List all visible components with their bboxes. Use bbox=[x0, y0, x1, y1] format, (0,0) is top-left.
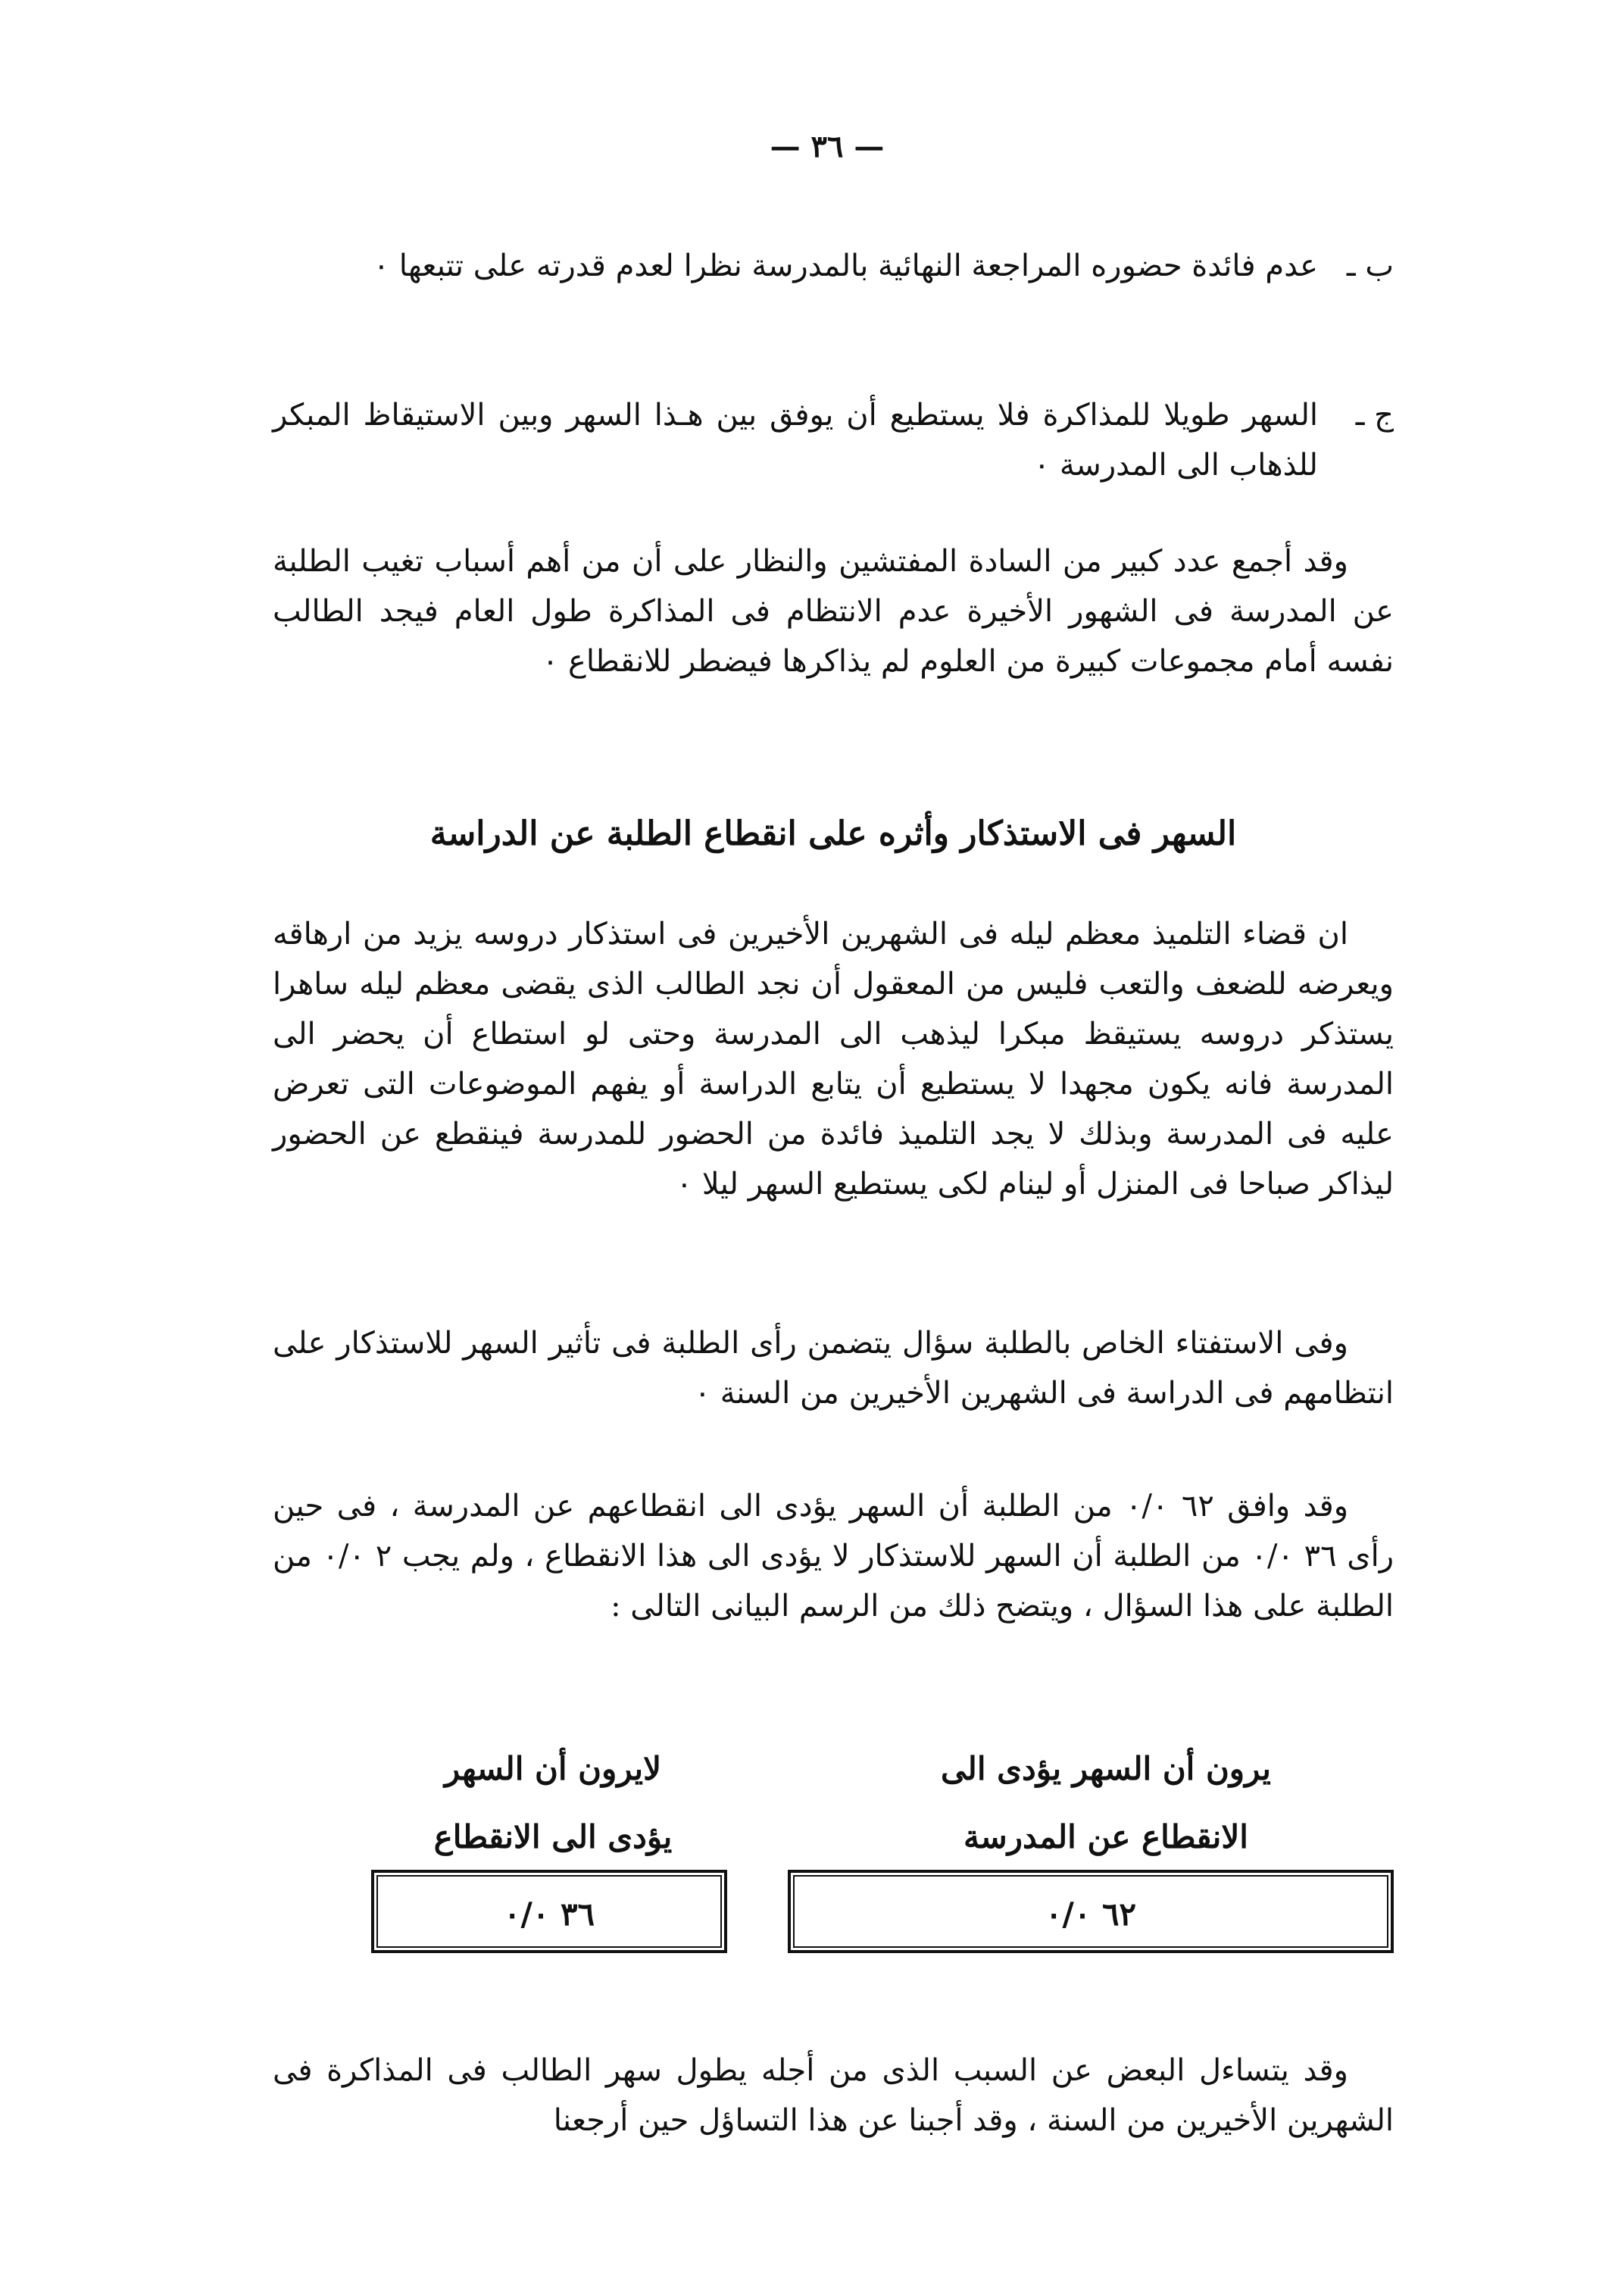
paragraph-text: وقد يتساءل البعض عن السبب الذى من أجله يطول سهر الطالب فى المذاكرة فى الشهرين الأخيرين من السنة ، وقد أجبنا عن هذا التساؤل حين أرجعنا bbox=[273, 2053, 1394, 2138]
list-item-text: عدم فائدة حضوره المراجعة النهائية بالمدرسة نظرا لعدم قدرته على تتبعها ٠ bbox=[373, 248, 1318, 283]
paragraph-1 bbox=[273, 536, 1394, 686]
list-item-text: السهر طويلا للمذاكرة فلا يستطيع أن يوفق بين هـذا السهر وبين الاستيقاظ المبكر للذهاب الى المدرسة ٠ bbox=[273, 398, 1318, 483]
paragraph-text: وقد أجمع عدد كبير من السادة المفتشين والنظار على أن من أهم أسباب تغيب الطلبة عن المدرسة فى الشهور الأخيرة عدم الانتظام فى المذاكرة طول العام فيجد الطالب نفسه أمام مجموعات كبيرة من العلوم لم يذاكرها فيضطر للانقطاع ٠ bbox=[273, 544, 1394, 679]
list-marker: ب ـ bbox=[1346, 248, 1394, 283]
paragraph-text: وقد وافق ٦٢ ٠/٠ من الطلبة أن السهر يؤدى الى انقطاعهم عن المدرسة ، فى حين رأى ٣٦ ٠/٠ من الطلبة أن السهر للاستذكار لا يؤدى الى هذا الانقطاع ، ولم يجب ٢ ٠/٠ من الطلبة على هذا السؤال ، ويتضح ذلك من الرسم البيانى التالى : bbox=[273, 1489, 1394, 1624]
figure-label-line: لايرون أن السهر bbox=[444, 1750, 662, 1787]
figure-label-line: الانقطاع عن المدرسة bbox=[963, 1818, 1248, 1855]
paragraph-5 bbox=[273, 2046, 1394, 2146]
figure-label-line: يرون أن السهر يؤدى الى bbox=[941, 1750, 1271, 1787]
list-marker: ج ـ bbox=[1355, 398, 1394, 433]
page-number: — ٣٦ — bbox=[770, 129, 885, 164]
section-heading: السهر فى الاستذكار وأثره على انقطاع الطلبة عن الدراسة bbox=[429, 814, 1237, 853]
paragraph-3 bbox=[273, 1318, 1394, 1418]
figure-label-left bbox=[364, 1735, 742, 1871]
figure-label-right bbox=[841, 1735, 1371, 1871]
figure-label-line: يؤدى الى الانقطاع bbox=[433, 1818, 673, 1855]
paragraph-text: وفى الاستفتاء الخاص بالطلبة سؤال يتضمن رأى الطلبة فى تأثير السهر للاستذكار على انتظامهم فى الدراسة فى الشهرين الأخيرين من السنة ٠ bbox=[273, 1326, 1394, 1411]
paragraph-4 bbox=[273, 1481, 1394, 1631]
list-item-b bbox=[273, 241, 1394, 291]
paragraph-2 bbox=[273, 909, 1394, 1209]
paragraph-text: ان قضاء التلميذ معظم ليله فى الشهرين الأخيرين فى استذكار دروسه يزيد من ارهاقه ويعرضه للضعف والتعب فليس من المعقول أن نجد الطالب الذى يقضى معظم ليله ساهرا يستذكر دروسه يستيقظ مبكرا ليذهب الى المدرسة وحتى لو استطاع أن يحضر الى المدرسة فانه يكون مجهدا لا يستطيع أن يتابع الدراسة أو يفهم الموضوعات التى تعرض عليه فى المدرسة وبذلك لا يجد التلميذ فائدة من الحضور للمدرسة فينقطع عن الحضور ليذاكر صباحا فى المنزل أو لينام لكى يستطيع السهر ليلا ٠ bbox=[273, 917, 1394, 1202]
figure-value-box-left: ٣٦ ٠/٠ bbox=[371, 1870, 727, 1953]
list-item-j bbox=[273, 390, 1394, 490]
figure-value-box-right: ٦٢ ٠/٠ bbox=[788, 1870, 1394, 1953]
